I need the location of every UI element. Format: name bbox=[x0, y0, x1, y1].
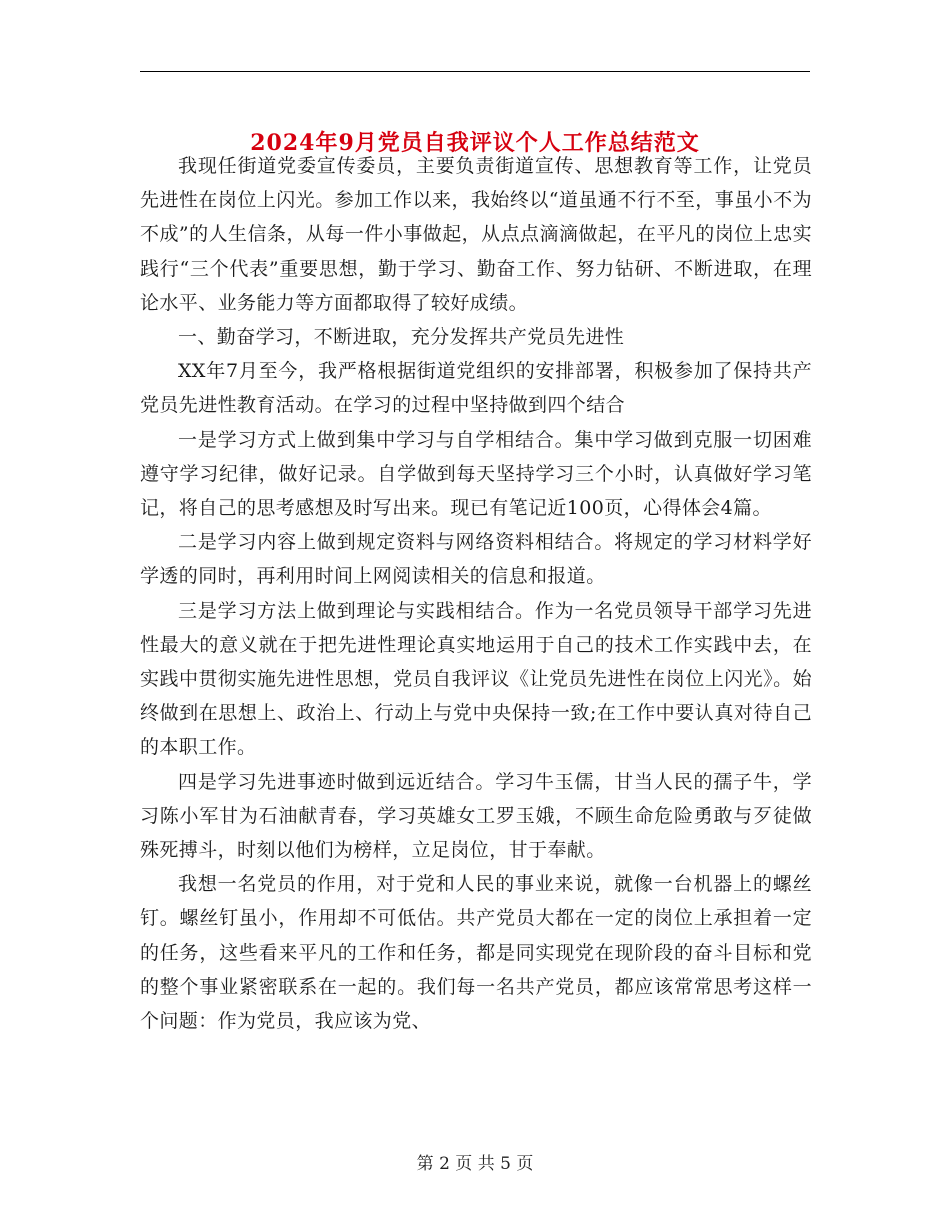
paragraph-intro: 我现任街道党委宣传委员，主要负责街道宣传、思想教育等工作，让党员先进性在岗位上闪光。参加工作以来，我始终以“道虽通不行不至，事虽小不为不成”的人生信条，从每一件小事做起，从点点滴滴做起，在平凡的岗位上忠实践行“三个代表”重要思想，勤于学习、勤奋工作、努力钻研、不断进取，在理论水平、业务能力等方面都取得了较好成绩。 bbox=[140, 155, 812, 314]
paragraph: XX年7月至今，我严格根据街道党组织的安排部署，积极参加了保持共产党员先进性教育活动。在学习的过程中坚持做到四个结合 bbox=[140, 360, 812, 417]
page-number: 第 2 页 共 5 页 bbox=[416, 1154, 534, 1174]
header-rule bbox=[140, 71, 810, 72]
paragraph: 二是学习内容上做到规定资料与网络资料相结合。将规定的学习材料学好学透的同时，再利用时间上网阅读相关的信息和报道。 bbox=[140, 531, 812, 588]
paragraph: 四是学习先进事迹时做到远近结合。学习牛玉儒，甘当人民的孺子牛，学习陈小军甘为石油献青春，学习英雄女工罗玉娥，不顾生命危险勇敢与歹徒做殊死搏斗，时刻以他们为榜样，立足岗位，甘于奉献。 bbox=[140, 770, 812, 862]
document-title: 2024年9月党员自我评议个人工作总结范文 bbox=[250, 129, 700, 156]
paragraph: 三是学习方法上做到理论与实践相结合。作为一名党员领导干部学习先进性最大的意义就在于把先进性理论真实地运用于自己的技术工作实践中去，在实践中贯彻实施先进性思想，党员自我评议《让党员先进性在岗位上闪光》。始终做到在思想上、政治上、行动上与党中央保持一致;在工作中要认真对待自己的本职工作。 bbox=[140, 599, 812, 759]
section-heading: 一、勤奋学习，不断进取，充分发挥共产党员先进性 bbox=[178, 326, 625, 349]
paragraph: 我想一名党员的作用，对于党和人民的事业来说，就像一台机器上的螺丝钉。螺丝钉虽小，作用却不可低估。共产党员大都在一定的岗位上承担着一定的任务，这些看来平凡的工作和任务，都是同实现党在现阶段的奋斗目标和党的整个事业紧密联系在一起的。我们每一名共产党员，都应该常常思考这样一个问题：作为党员，我应该为党、 bbox=[140, 873, 812, 1033]
document-body bbox=[140, 149, 812, 1038]
paragraph: 一是学习方式上做到集中学习与自学相结合。集中学习做到克服一切困难遵守学习纪律，做好记录。自学做到每天坚持学习三个小时，认真做好学习笔记，将自己的思考感想及时写出来。现已有笔记近100页，心得体会4篇。 bbox=[140, 428, 812, 520]
